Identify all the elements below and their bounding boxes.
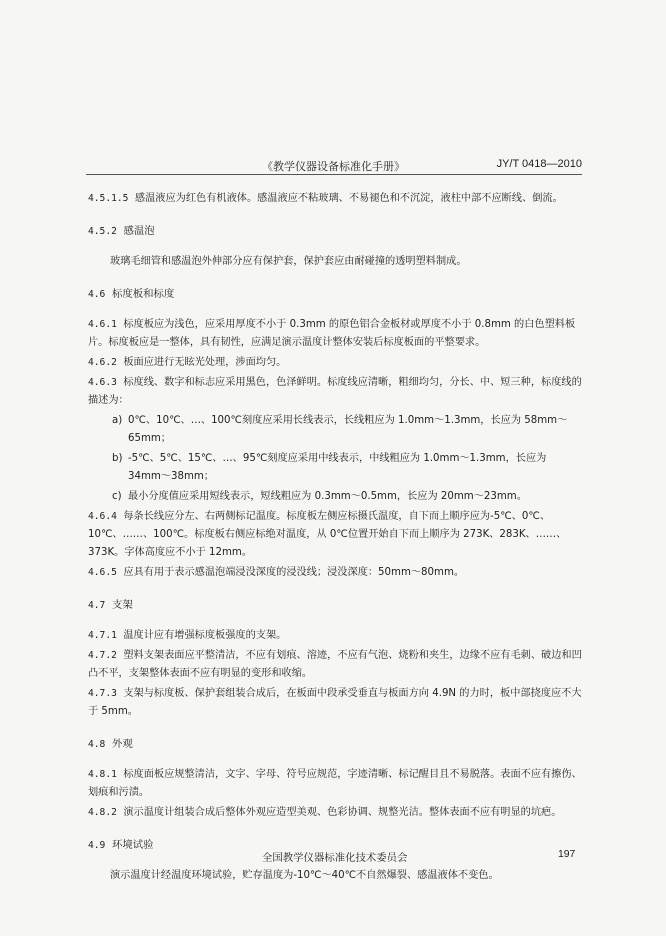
clause-4-7-3: 4.7.3 支架与标度板、保护套组装合成后，在板面中段承受垂直与板面方向 4.9N 的力时，板中部挠度应不大于 5mm。: [88, 688, 582, 717]
clause-4-6-3: 4.6.3 标度线、数字和标志应采用黑色，色泽鲜明。标度线应清晰，粗细均匀，分长、中、短三种，标度线的描述为：: [88, 377, 582, 406]
clause-4-7-2: 4.7.2 塑料支架表面应平整清洁，不应有划痕、溶迹，不应有气泡、烧粉和夹生，边缘不应有毛刺、破边和凹凸不平，支架整体表面不应有明显的变形和收缩。: [88, 650, 582, 679]
clause-4-8-2: 4.8.2 演示温度计组装合成后整体外观应造型美观、色彩协调、规整光洁。整体表面不应有明显的坑疤。: [88, 807, 562, 818]
heading-4-9: 4.9 环境试验: [88, 839, 154, 851]
document-body: [88, 190, 582, 887]
clause-4-5-1-5: 4.5.1.5 感温液应为红色有机液体。感温液应不粘玻璃、不易褪色和不沉淀，液柱中部不应断线、倒流。: [88, 193, 563, 204]
handbook-title: 《教学仪器设备标准化手册》: [262, 160, 405, 173]
page-number: 197: [558, 849, 576, 860]
list-item: b) -5℃、5℃、15℃、…、95℃刻度应采用中线表示，中线粗应为 1.0mm～1.3mm，长应为 34mm～38mm；: [112, 453, 547, 482]
clause-4-5-2-text: 玻璃毛细管和感温泡外伸部分应有保护套，保护套应由耐碰撞的透明塑料制成。: [110, 256, 467, 267]
committee-name: 全国教学仪器标准化技术委员会: [262, 852, 408, 864]
page-footer: [0, 849, 666, 865]
heading-4-8: 4.8 外观: [88, 738, 133, 750]
clause-4-7-1: 4.7.1 温度计应有增强标度板强度的支架。: [88, 630, 287, 641]
clause-4-6-1: 4.6.1 标度板应为浅色，应采用厚度不小于 0.3mm 的原色铝合金板材或厚度不小于 0.8mm 的白色塑料板片。标度板应是一整体，具有韧性，应满足演示温度计整体安装后标度板面的平整要求。: [88, 319, 576, 348]
clause-4-6-5: 4.6.5 应具有用于表示感温泡端浸没深度的浸没线；浸没深度：50mm～80mm。: [88, 567, 465, 578]
clause-4-9-text: 演示温度计经温度环境试验，贮存温度为-10℃～40℃不自然爆裂、感温液体不变色。: [110, 870, 499, 881]
clause-4-8-1: 4.8.1 标度面板应规整清洁，文字、字母、符号应规范，字迹清晰、标记醒目且不易脱落。表面不应有擦伤、划痕和污渍。: [88, 769, 582, 798]
page-header: [86, 158, 582, 175]
heading-4-6: 4.6 标度板和标度: [88, 288, 175, 300]
list-item: c) 最小分度值应采用短线表示，短线粗应为 0.3mm～0.5mm，长应为 20mm～23mm。: [112, 491, 527, 502]
clause-4-6-4: 4.6.4 每条长线应分左、右两侧标记温度。标度板左侧应标摄氏温度，自下而上顺序应为-5℃、0℃、10℃、……、100℃。标度板右侧应标绝对温度，从 0℃位置开始自下而上顺序为 273K、283K、……、373K。字体高度应不小于 12mm。: [88, 511, 567, 558]
standard-code: JY/T 0418—2010: [496, 158, 582, 170]
list-item: a) 0℃、10℃、…、100℃刻度应采用长线表示，长线粗应为 1.0mm～1.3mm，长应为 58mm～65mm；: [112, 415, 568, 444]
clause-4-6-2: 4.6.2 板面应进行无眩光处理，涉面均匀。: [88, 357, 287, 368]
heading-4-5-2: 4.5.2 感温泡: [88, 225, 155, 237]
heading-4-7: 4.7 支架: [88, 599, 133, 611]
